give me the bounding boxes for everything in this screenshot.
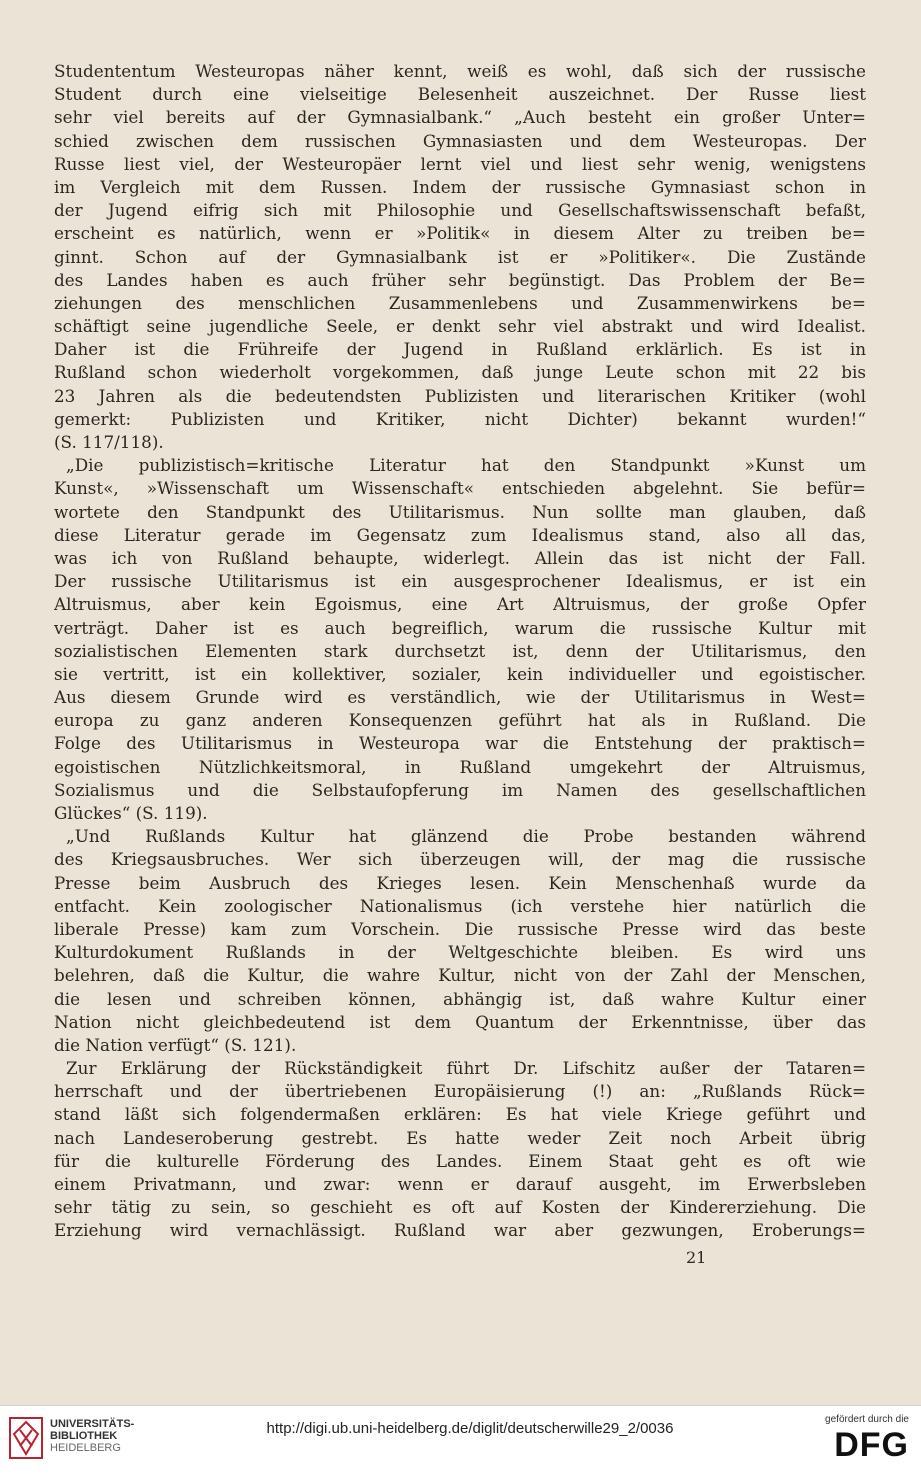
text-line: schied zwischen dem russischen Gymnasiasten und dem Westeuropas. Der xyxy=(54,130,866,151)
text-line: sehr viel bereits auf der Gymnasialbank.“ „Auch besteht ein großer Unter= xyxy=(54,107,866,128)
text-line: Altruismus, aber kein Egoismus, eine Art Altruismus, der große Opfer xyxy=(54,594,866,615)
text-line: Aus diesem Grunde wird es verständlich, wie der Utilitarismus in West= xyxy=(54,687,866,708)
text-line: Presse beim Ausbruch des Krieges lesen. Kein Menschenhaß wurde da xyxy=(54,872,866,893)
text-line: Sozialismus und die Selbstaufopferung im Namen des gesellschaftlichen xyxy=(54,779,866,800)
text-line: für die kulturelle Förderung des Landes. Einem Staat geht es oft wie xyxy=(54,1150,866,1171)
text-line: nach Landeseroberung gestrebt. Es hatte weder Zeit noch Arbeit übrig xyxy=(54,1127,866,1148)
text-line: entfacht. Kein zoologischer Nationalismus (ich verstehe hier natürlich die xyxy=(54,895,866,916)
library-name xyxy=(50,1418,134,1454)
text-line: erscheint es natürlich, wenn er »Politik« in diesem Alter zu treiben be= xyxy=(54,223,866,244)
text-line: des Landes haben es auch früher sehr begünstigt. Das Problem der Be= xyxy=(54,269,866,290)
text-line: stand läßt sich folgendermaßen erklären: Es hat viele Kriege geführt und xyxy=(54,1104,866,1125)
paragraph-3 xyxy=(54,825,866,1057)
text-line: „Und Rußlands Kultur hat glänzend die Probe bestanden während xyxy=(66,826,866,847)
text-line: Kunst«, »Wissenschaft um Wissenschaft« entschieden abgelehnt. Sie befür= xyxy=(54,478,866,499)
text-line: einem Privatmann, und zwar: wenn er darauf ausgeht, im Erwerbsleben xyxy=(54,1174,866,1194)
text-line: Kulturdokument Rußlands in der Weltgeschichte bleiben. Es wird uns xyxy=(54,942,866,963)
text-line: (S. 117/118). xyxy=(54,432,164,452)
text-line: Russe liest viel, der Westeuropäer lernt viel und liest sehr wenig, wenigstens xyxy=(54,153,866,174)
text-line: Erziehung wird vernachlässigt. Rußland war aber gezwungen, Eroberungs= xyxy=(54,1220,866,1241)
text-line: europa zu ganz anderen Konsequenzen geführt hat als in Rußland. Die xyxy=(54,710,866,731)
library-name-line: BIBLIOTHEK xyxy=(50,1430,118,1442)
text-line: im Vergleich mit dem Russen. Indem der russische Gymnasiast schon in xyxy=(54,176,866,197)
paragraph-2 xyxy=(54,454,866,825)
text-line: Rußland schon wiederholt vorgekommen, daß junge Leute schon mit 22 bis xyxy=(54,362,866,383)
dfg-logo-icon: DFG xyxy=(834,1426,909,1464)
text-line: Nation nicht gleichbedeutend ist dem Quantum der Erkenntnisse, über das xyxy=(54,1011,866,1032)
text-line: Der russische Utilitarismus ist ein ausgesprochener Idealismus, er ist ein xyxy=(54,571,866,592)
text-line: wortete den Standpunkt des Utilitarismus. Nun sollte man glauben, daß xyxy=(54,501,866,522)
text-line: die lesen und schreiben können, abhängig ist, daß wahre Kultur einer xyxy=(54,988,866,1009)
paragraph-4 xyxy=(54,1057,866,1243)
text-line: 23 Jahren als die bedeutendsten Publizisten und literarischen Kritiker (wohl xyxy=(54,385,866,406)
text-line: schäftigt seine jugendliche Seele, er denkt sehr viel abstrakt und wird Idealist. xyxy=(54,316,866,337)
paragraph-1 xyxy=(54,60,866,454)
funder-caption: gefördert durch die xyxy=(825,1414,909,1425)
text-line: belehren, daß die Kultur, die wahre Kultur, nicht von der Zahl der Menschen, xyxy=(54,965,866,986)
library-name-line: HEIDELBERG xyxy=(50,1442,121,1454)
text-line: diese Literatur gerade im Gegensatz zum Idealismus stand, also all das, xyxy=(54,524,866,545)
text-line: des Kriegsausbruches. Wer sich überzeugen will, der mag die russische xyxy=(54,849,866,870)
permalink-url[interactable]: http://digi.ub.uni-heidelberg.de/diglit/deutscherwille29_2/0036 xyxy=(266,1420,674,1437)
text-line: Student durch eine vielseitige Belesenheit auszeichnet. Der Russe liest xyxy=(54,84,866,105)
text-line: Glückes“ (S. 119). xyxy=(54,803,208,823)
text-line: sie vertritt, ist ein kollektiver, sozialer, kein individueller und egoistischer. xyxy=(54,663,866,684)
text-line: sehr tätig zu sein, so geschieht es oft auf Kosten der Kindererziehung. Die xyxy=(54,1197,866,1218)
text-line: die Nation verfügt“ (S. 121). xyxy=(54,1034,297,1055)
text-line: Studententum Westeuropas näher kennt, weiß es wohl, daß sich der russische xyxy=(54,61,866,81)
text-line: verträgt. Daher ist es auch begreiflich, warum die russische Kultur mit xyxy=(54,617,866,638)
funder-block xyxy=(809,1414,909,1465)
text-line: sozialistischen Elementen stark durchsetzt ist, denn der Utilitarismus, den xyxy=(54,640,866,661)
text-line: Zur Erklärung der Rückständigkeit führt Dr. Lifschitz außer der Tataren= xyxy=(66,1058,866,1079)
text-line: gemerkt: Publizisten und Kritiker, nicht Dichter) bekannt wurden!“ xyxy=(54,408,866,429)
text-line: herrschaft und der übertriebenen Europäisierung (!) an: „Rußlands Rück= xyxy=(54,1081,866,1102)
viewer-footer xyxy=(0,1405,921,1474)
page-number: 21 xyxy=(686,1248,707,1267)
text-line: was ich von Rußland behaupte, widerlegt. Allein das ist nicht der Fall. xyxy=(54,547,866,568)
text-line: ginnt. Schon auf der Gymnasialbank ist er »Politiker«. Die Zustände xyxy=(54,246,866,267)
text-line: liberale Presse) kam zum Vorschein. Die russische Presse wird das beste xyxy=(54,918,866,939)
text-line: ziehungen des menschlichen Zusammenlebens und Zusammenwirkens be= xyxy=(54,292,866,313)
university-seal-icon xyxy=(8,1416,44,1460)
text-line: „Die publizistisch=kritische Literatur hat den Standpunkt »Kunst um xyxy=(66,455,866,476)
text-line: Daher ist die Frühreife der Jugend in Rußland erklärlich. Es ist in xyxy=(54,339,866,360)
text-line: Folge des Utilitarismus in Westeuropa war die Entstehung der praktisch= xyxy=(54,733,866,754)
library-name-line: UNIVERSITÄTS- xyxy=(50,1418,135,1430)
text-line: egoistischen Nützlichkeitsmoral, in Rußland umgekehrt der Altruismus, xyxy=(54,756,866,777)
body-text xyxy=(54,60,866,1243)
text-line: der Jugend eifrig sich mit Philosophie und Gesellschaftswissenschaft befaßt, xyxy=(54,200,866,221)
